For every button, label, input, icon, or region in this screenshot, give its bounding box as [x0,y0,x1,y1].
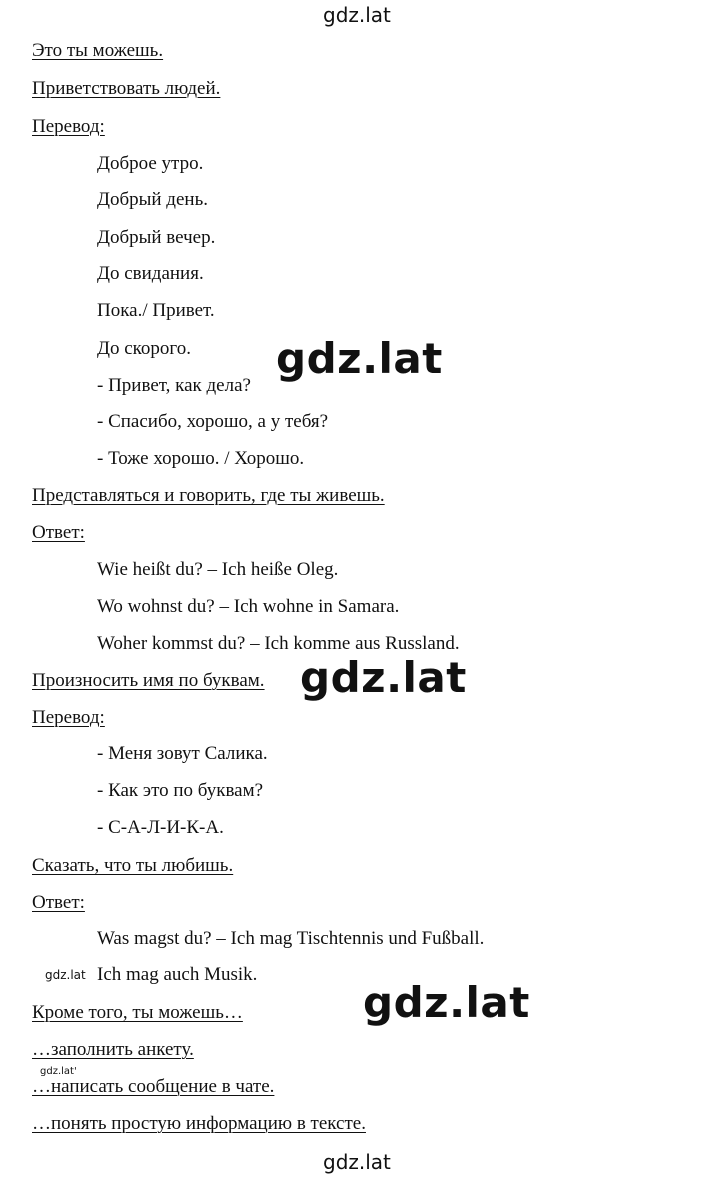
watermark-bottom: gdz.lat [323,1150,391,1174]
watermark-small-left: gdz.lat [45,968,86,982]
text-line: Was magst du? – Ich mag Tischtennis und Fußball. [97,928,485,949]
text-line: - Тоже хорошо. / Хорошо. [97,448,305,469]
skill-heading: Представляться и говорить, где ты живешь. [32,485,385,506]
translation-label: Перевод: [32,116,105,137]
text-line: Wo wohnst du? – Ich wohne in Samara. [97,596,400,617]
watermark-tiny: gdz.lat' [40,1066,77,1077]
text-line: Добрый день. [97,189,208,210]
text-line: Woher kommst du? – Ich komme aus Russland. [97,633,460,654]
watermark-mid2: gdz.lat [300,653,467,702]
text-line: До скорого. [97,338,191,359]
text-line: - Как это по буквам? [97,780,264,801]
skill-heading: Произносить имя по буквам. [32,670,265,691]
watermark-mid1: gdz.lat [276,334,443,383]
text-line: - Привет, как дела? [97,375,251,396]
list-item: …написать сообщение в чате. [32,1076,275,1097]
skill-heading: Приветствовать людей. [32,78,221,99]
text-line: Доброе утро. [97,153,204,174]
watermark-big-right: gdz.lat [363,978,530,1027]
list-item: …заполнить анкету. [32,1039,194,1060]
translation-label: Перевод: [32,707,105,728]
text-line: Пока./ Привет. [97,300,215,321]
skill-heading: Сказать, что ты любишь. [32,855,234,876]
answer-label: Ответ: [32,892,85,913]
text-line: - Меня зовут Салика. [97,743,268,764]
text-line: До свидания. [97,263,204,284]
skill-heading: Кроме того, ты можешь… [32,1002,243,1023]
text-line: - С-А-Л-И-К-А. [97,817,224,838]
text-line: Wie heißt du? – Ich heiße Oleg. [97,559,339,580]
text-line: Добрый вечер. [97,227,216,248]
text-line: - Спасибо, хорошо, а у тебя? [97,411,329,432]
watermark-top: gdz.lat [323,3,391,27]
list-item: …понять простую информацию в тексте. [32,1113,366,1134]
section-heading: Это ты можешь. [32,40,164,61]
answer-label: Ответ: [32,522,85,543]
text-line: Ich mag auch Musik. [97,964,258,985]
